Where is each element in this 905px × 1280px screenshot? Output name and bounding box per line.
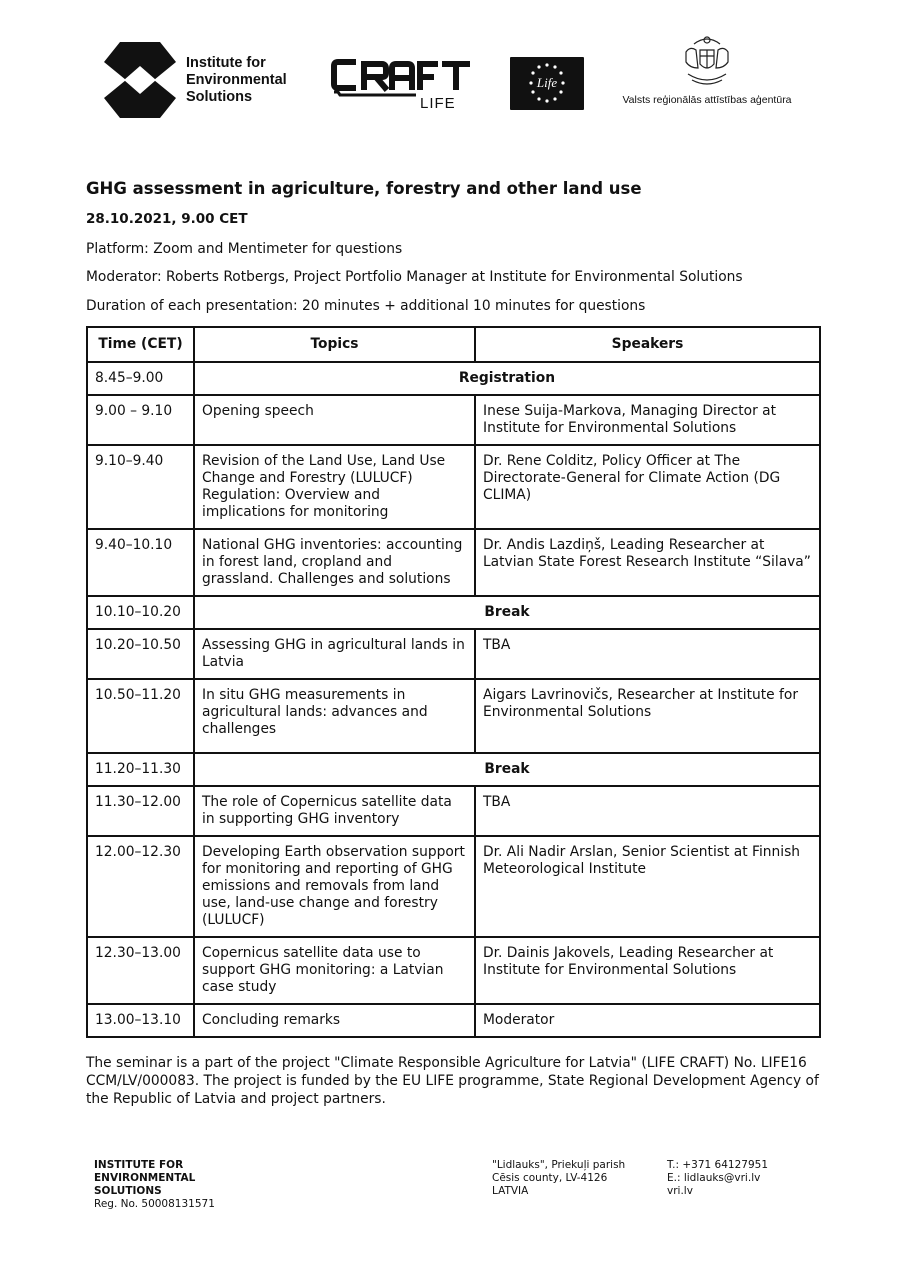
craft-life-sub: LIFE (420, 95, 456, 112)
footer-organization (94, 1159, 215, 1211)
moderator-line: Moderator: Roberts Rotbergs, Project Portfolio Manager at Institute for Environmental Solutions (86, 269, 743, 285)
footer-email[interactable]: E.: lidlauks@vri.lv (667, 1172, 761, 1184)
footer-address (492, 1159, 625, 1198)
ies-logo (104, 42, 287, 118)
table-row (87, 395, 820, 445)
speaker-cell: TBA (475, 629, 820, 679)
table-header-row (87, 327, 820, 362)
topic-cell: National GHG inventories: accounting in forest land, cropland and grassland. Challenges and solutions (194, 529, 475, 596)
speaker-cell: Dr. Andis Lazdiņš, Leading Researcher at Latvian State Forest Research Institute “Silava” (475, 529, 820, 596)
footer-address-line: LATVIA (492, 1185, 529, 1197)
time-cell: 12.00–12.30 (87, 836, 194, 937)
ies-logo-line: Institute for (186, 54, 266, 71)
table-row (87, 786, 820, 836)
table-row (87, 596, 820, 629)
time-cell: 11.30–12.00 (87, 786, 194, 836)
via-logo (612, 34, 802, 116)
logo-bar (0, 34, 905, 124)
platform-line: Platform: Zoom and Mentimeter for questions (86, 241, 403, 257)
ies-logo-line: Solutions (186, 88, 253, 105)
craft-life-logo (330, 56, 476, 112)
time-cell: 10.50–11.20 (87, 679, 194, 753)
ies-logo-text (186, 55, 287, 106)
table-row (87, 529, 820, 596)
topic-cell: In situ GHG measurements in agricultural lands: advances and challenges (194, 679, 475, 753)
footer-reg-number: Reg. No. 50008131571 (94, 1198, 215, 1210)
event-date: 28.10.2021, 9.00 CET (86, 211, 248, 227)
speaker-cell: Dr. Ali Nadir Arslan, Senior Scientist at Finnish Meteorological Institute (475, 836, 820, 937)
footer-org-line: INSTITUTE FOR (94, 1159, 184, 1171)
time-cell: 10.10–10.20 (87, 596, 194, 629)
table-row (87, 362, 820, 395)
time-cell: 9.40–10.10 (87, 529, 194, 596)
column-header-speakers: Speakers (475, 327, 820, 362)
time-cell: 8.45–9.00 (87, 362, 194, 395)
table-row (87, 679, 820, 753)
topic-cell: Revision of the Land Use, Land Use Change and Forestry (LULUCF) Regulation: Overview and implications for monitoring (194, 445, 475, 529)
table-row (87, 836, 820, 937)
ies-logo-line: Environmental (186, 71, 287, 88)
time-cell: 9.10–9.40 (87, 445, 194, 529)
footer-contacts (667, 1159, 768, 1198)
duration-line: Duration of each presentation: 20 minutes + additional 10 minutes for questions (86, 298, 646, 314)
ies-logo-mark (104, 42, 176, 118)
speaker-cell: TBA (475, 786, 820, 836)
table-row (87, 1004, 820, 1037)
footer-phone: T.: +371 64127951 (667, 1159, 769, 1171)
topic-cell: The role of Copernicus satellite data in supporting GHG inventory (194, 786, 475, 836)
eu-life-logo (510, 57, 584, 110)
topic-cell: Copernicus satellite data use to support GHG monitoring: a Latvian case study (194, 937, 475, 1004)
speaker-cell: Moderator (475, 1004, 820, 1037)
break-cell: Break (194, 753, 820, 786)
time-cell: 9.00 – 9.10 (87, 395, 194, 445)
footer-org-line: SOLUTIONS (94, 1185, 162, 1197)
footer-address-line: Cēsis county, LV-4126 (492, 1172, 608, 1184)
table-row (87, 629, 820, 679)
speaker-cell: Dr. Rene Colditz, Policy Officer at The Directorate-General for Climate Action (DG CLIMA) (475, 445, 820, 529)
footer-org-line: ENVIRONMENTAL (94, 1172, 196, 1184)
speaker-cell: Dr. Dainis Jakovels, Leading Researcher at Institute for Environmental Solutions (475, 937, 820, 1004)
footer-address-line: "Lidlauks", Priekuļi parish (492, 1159, 626, 1171)
eu-life-text: Life (536, 75, 558, 90)
speaker-cell: Aigars Lavrinovičs, Researcher at Institute for Environmental Solutions (475, 679, 820, 753)
time-cell: 11.20–11.30 (87, 753, 194, 786)
via-logo-text: Valsts reģionālās attīstības aģentūra (622, 94, 792, 106)
break-cell: Break (194, 596, 820, 629)
speaker-cell: Inese Suija-Markova, Managing Director at Institute for Environmental Solutions (475, 395, 820, 445)
agenda-table (86, 326, 821, 1038)
column-header-topics: Topics (194, 327, 475, 362)
topic-cell: Opening speech (194, 395, 475, 445)
eu-stars-icon (510, 57, 584, 110)
table-row (87, 937, 820, 1004)
page-title: GHG assessment in agriculture, forestry and other land use (86, 179, 642, 198)
table-row (87, 445, 820, 529)
table-row (87, 753, 820, 786)
registration-cell: Registration (194, 362, 820, 395)
time-cell: 13.00–13.10 (87, 1004, 194, 1037)
topic-cell: Developing Earth observation support for monitoring and reporting of GHG emissions and removals from land use, land-use change and forestry (LULUCF) (194, 836, 475, 937)
topic-cell: Concluding remarks (194, 1004, 475, 1037)
topic-cell: Assessing GHG in agricultural lands in Latvia (194, 629, 475, 679)
footer-website[interactable]: vri.lv (667, 1185, 693, 1197)
coat-of-arms-icon (676, 34, 738, 90)
time-cell: 10.20–10.50 (87, 629, 194, 679)
column-header-time: Time (CET) (87, 327, 194, 362)
time-cell: 12.30–13.00 (87, 937, 194, 1004)
project-note: The seminar is a part of the project "Climate Responsible Agriculture for Latvia" (LIFE CRAFT) No. LIFE16 CCM/LV/000083. The project is funded by the EU LIFE programme, State Regional Development Agency of the Republic of Latvia and project partners. (86, 1055, 819, 1107)
